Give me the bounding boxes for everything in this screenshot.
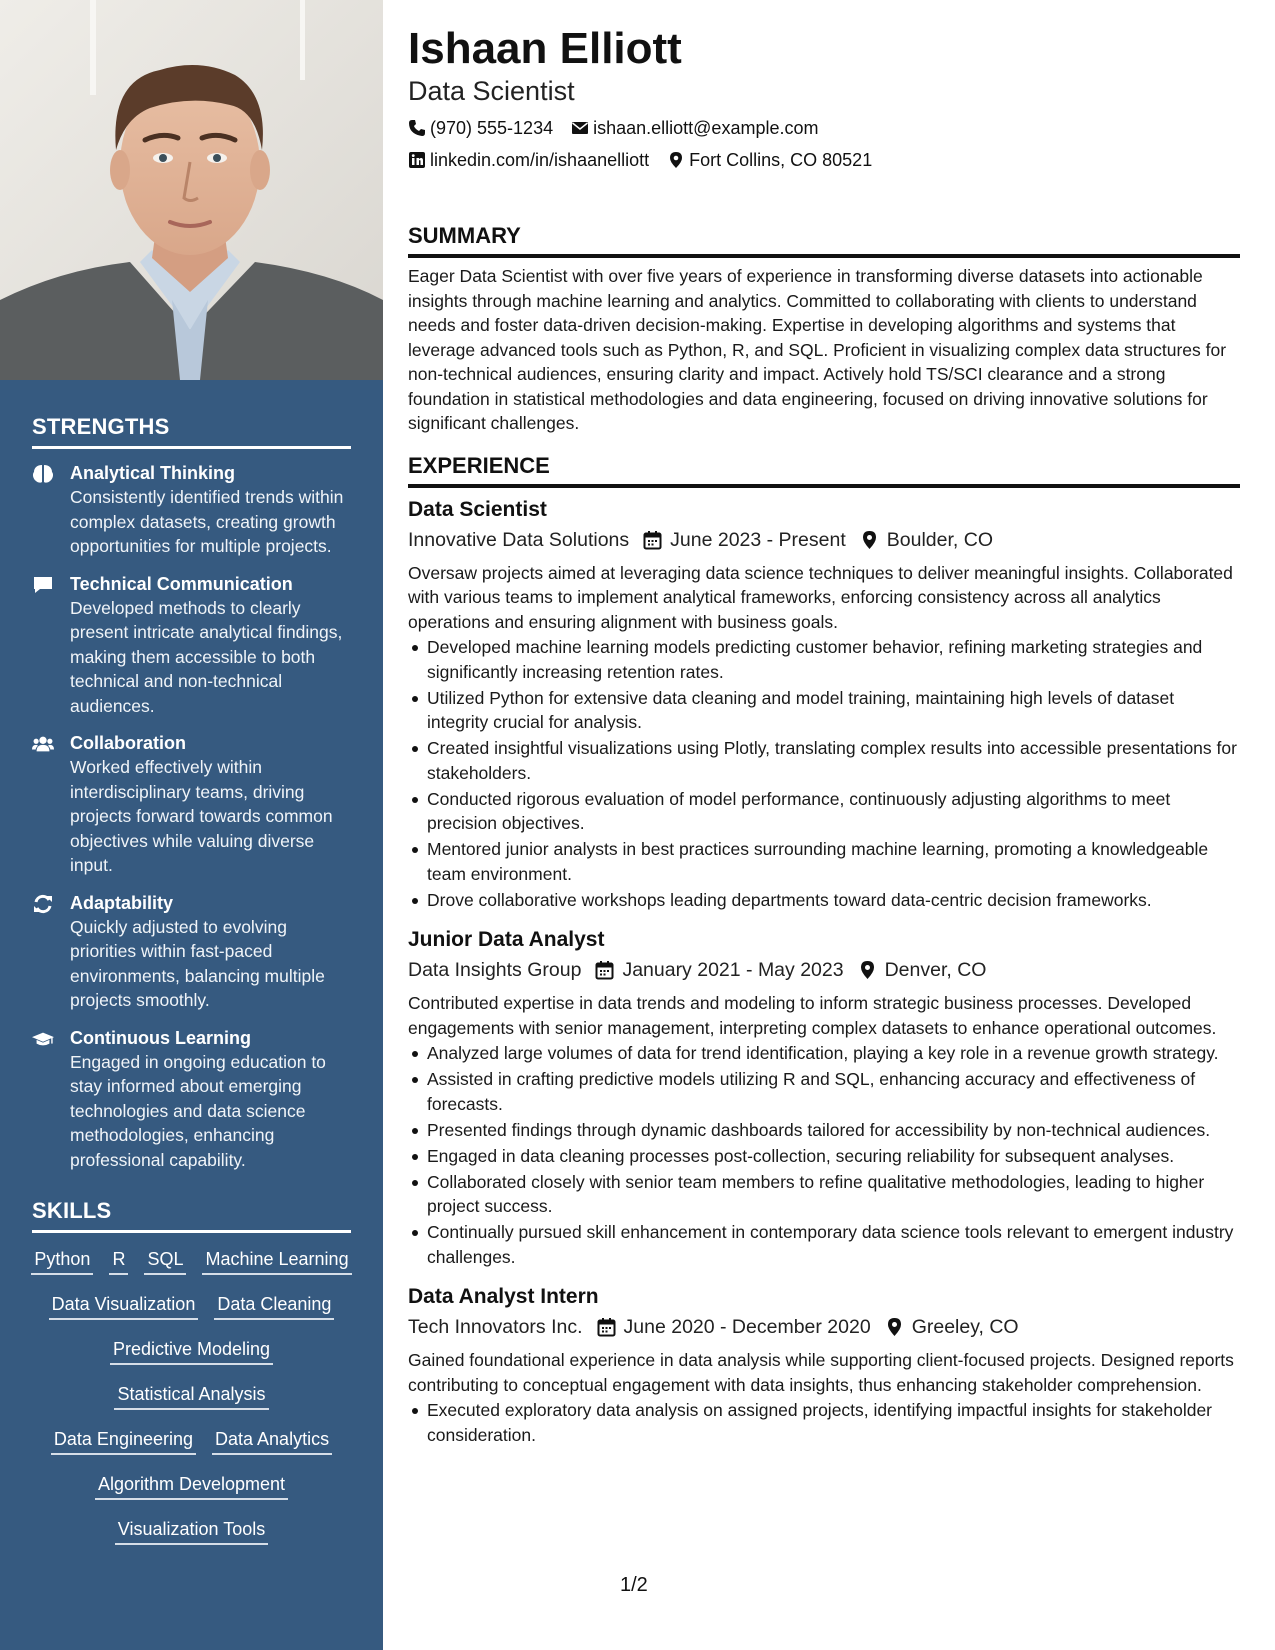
company-name: Tech Innovators Inc. — [408, 1316, 583, 1338]
skill-tag: Data Visualization — [49, 1292, 199, 1320]
strength-item — [32, 1026, 351, 1173]
job-meta — [408, 957, 1240, 983]
job-bullets — [408, 635, 1240, 912]
skills-section — [0, 1198, 383, 1562]
skills-heading: SKILLS — [32, 1198, 351, 1233]
calendar-icon — [597, 1317, 616, 1337]
job-dates: June 2020 - December 2020 — [623, 1316, 871, 1338]
strength-title: Analytical Thinking — [70, 463, 236, 483]
bullet-item: Presented findings through dynamic dashboards tailored for accessibility by non-technical audiences. — [408, 1118, 1240, 1143]
skill-row — [32, 1292, 351, 1337]
linkedin-text: linkedin.com/in/ishaanelliott — [430, 150, 650, 170]
skill-tag: Statistical Analysis — [114, 1382, 268, 1410]
phone-text: (970) 555-1234 — [430, 118, 554, 138]
strength-description: Quickly adjusted to evolving priorities within fast-paced environments, balancing multiple projects smoothly. — [70, 916, 325, 1010]
bullet-item: Assisted in crafting predictive models utilizing R and SQL, enhancing accuracy and effectiveness of forecasts. — [408, 1067, 1240, 1116]
location-contact — [667, 148, 872, 172]
profile-photo — [0, 0, 383, 380]
refresh-icon — [32, 891, 70, 1013]
strengths-section — [0, 414, 383, 1172]
phone-contact[interactable] — [408, 116, 553, 140]
bullet-item: Conducted rigorous evaluation of model performance, continuously adjusting algorithms to meet precision objectives. — [408, 787, 1240, 836]
experience-entry — [408, 926, 1240, 1269]
bullet-item: Analyzed large volumes of data for trend identification, playing a key role in a revenue growth strategy. — [408, 1041, 1240, 1066]
skill-tag: Algorithm Development — [95, 1472, 288, 1500]
bullet-item: Drove collaborative workshops leading departments toward data-centric decision frameworks. — [408, 888, 1240, 913]
phone-icon — [408, 119, 426, 137]
job-meta — [408, 1314, 1240, 1340]
location-text: Fort Collins, CO 80521 — [689, 150, 873, 170]
envelope-icon — [571, 119, 589, 137]
strength-item — [32, 731, 351, 878]
map-pin-icon — [860, 530, 879, 550]
skill-tag: Visualization Tools — [115, 1517, 268, 1545]
strength-description: Developed methods to clearly present intricate analytical findings, making them accessible to both technical and non-technical audiences. — [70, 597, 343, 716]
bullet-item: Utilized Python for extensive data cleaning and model training, maintaining high levels of dataset integrity crucial for analysis. — [408, 686, 1240, 735]
strength-item — [32, 891, 351, 1013]
skill-tag: Predictive Modeling — [110, 1337, 273, 1365]
job-bullets — [408, 1041, 1240, 1269]
map-pin-icon — [667, 151, 685, 169]
linkedin-contact[interactable] — [408, 148, 649, 172]
job-role: Data Scientist — [408, 76, 575, 106]
summary-text: Eager Data Scientist with over five years of experience in transforming diverse datasets into actionable insights through machine learning and analytics. Committed to collaborating with clients to understand needs and foster data-driven decision-making. Expertise in developing algorithms and systems that leverage advanced tools such as Python, R, and SQL. Proficient in visualizing complex data structures for non-technical audiences, ensuring clarity and impact. Actively hold TS/SCI clearance and a strong foundation in statistical methodologies and data engineering, focused on driving innovative solutions for significant challenges. — [408, 266, 1227, 433]
skill-row — [32, 1472, 351, 1517]
job-bullets — [408, 1398, 1240, 1447]
strength-description: Worked effectively within interdisciplinary teams, driving projects forward towards common objectives while valuing diverse input. — [70, 757, 333, 875]
bullet-item: Executed exploratory data analysis on assigned projects, identifying impactful insights for stakeholder consideration. — [408, 1398, 1240, 1447]
company-name: Data Insights Group — [408, 959, 582, 981]
strength-title: Adaptability — [70, 892, 174, 913]
skill-row — [32, 1382, 351, 1427]
skill-row — [32, 1427, 351, 1472]
speech-bubble-icon — [32, 572, 70, 719]
skill-row — [32, 1337, 351, 1382]
job-dates: January 2021 - May 2023 — [622, 959, 844, 981]
candidate-name: Ishaan Elliott — [408, 24, 682, 73]
page-number: 1/2 — [620, 1574, 648, 1596]
bullet-item: Engaged in data cleaning processes post-collection, securing reliability for subsequent analyses. — [408, 1144, 1240, 1169]
experience-heading: EXPERIENCE — [408, 452, 1240, 488]
strength-item — [32, 572, 351, 719]
calendar-icon — [595, 960, 614, 980]
bullet-item: Collaborated closely with senior team members to refine qualitative methodologies, leading to higher project success. — [408, 1170, 1240, 1219]
skill-row — [32, 1247, 351, 1292]
calendar-icon — [643, 530, 662, 550]
skill-tag: Data Engineering — [51, 1427, 196, 1455]
contact-row — [408, 148, 1240, 172]
skill-tag: Data Analytics — [212, 1427, 332, 1455]
job-dates: June 2023 - Present — [670, 528, 846, 551]
job-description: Oversaw projects aimed at leveraging data science techniques to deliver meaningful insights. Collaborated with various teams to implement analytical frameworks, enforcing consistency across all analytics operations and ensuring alignment with business goals. — [408, 562, 1233, 632]
map-pin-icon — [858, 960, 877, 980]
bullet-item: Developed machine learning models predicting customer behavior, refining marketing strategies and significantly increasing retention rates. — [408, 635, 1240, 684]
skill-row — [32, 1517, 351, 1562]
job-title: Junior Data Analyst — [408, 928, 605, 951]
contact-row — [408, 116, 1240, 140]
graduation-cap-icon — [32, 1026, 70, 1173]
bullet-item: Created insightful visualizations using Plotly, translating complex results into accessible presentations for stakeholders. — [408, 736, 1240, 785]
experience-entry — [408, 496, 1240, 913]
skill-tag: Data Cleaning — [214, 1292, 334, 1320]
skill-tag: SQL — [144, 1247, 186, 1275]
bullet-item: Continually pursued skill enhancement in contemporary data science tools relevant to emergent industry challenges. — [408, 1220, 1240, 1269]
job-location: Boulder, CO — [886, 528, 993, 551]
strength-description: Consistently identified trends within complex datasets, creating growth opportunities for multiple projects. — [70, 487, 344, 556]
skill-tag: Machine Learning — [202, 1247, 351, 1275]
skill-tag: R — [109, 1247, 128, 1275]
users-icon — [32, 731, 70, 878]
job-description: Contributed expertise in data trends and modeling to inform strategic business processes. Developed engagements with senior management, interpreting complex datasets to enhance operational outcomes. — [408, 993, 1217, 1038]
strength-title: Technical Communication — [70, 573, 293, 594]
summary-heading: SUMMARY — [408, 222, 1240, 258]
email-contact[interactable] — [571, 116, 818, 140]
skill-tag: Python — [31, 1247, 93, 1275]
email-text: ishaan.elliott@example.com — [593, 118, 819, 138]
map-pin-icon — [885, 1317, 904, 1337]
job-title: Data Analyst Intern — [408, 1285, 599, 1308]
bullet-item: Mentored junior analysts in best practices surrounding machine learning, promoting a knowledgeable team environment. — [408, 837, 1240, 886]
sidebar — [0, 0, 383, 1650]
strength-description: Engaged in ongoing education to stay informed about emerging technologies and data science methodologies, enhancing professional capability. — [70, 1051, 326, 1170]
experience-entry — [408, 1283, 1240, 1447]
strength-item — [32, 461, 351, 559]
strength-title: Collaboration — [70, 733, 186, 753]
main-content — [408, 0, 1240, 1449]
job-meta — [408, 527, 1240, 553]
linkedin-icon — [408, 151, 426, 169]
job-description: Gained foundational experience in data analysis while supporting client-focused projects. Designed reports contributing to conceptual engagement with data insights, thus enhancing stakeholder comprehension. — [408, 1350, 1234, 1395]
brain-icon — [32, 461, 70, 559]
company-name: Innovative Data Solutions — [408, 528, 630, 551]
strengths-heading: STRENGTHS — [32, 414, 351, 449]
job-location: Greeley, CO — [911, 1316, 1019, 1338]
strength-title: Continuous Learning — [70, 1027, 251, 1048]
job-location: Denver, CO — [884, 959, 987, 981]
job-title: Data Scientist — [408, 497, 547, 521]
